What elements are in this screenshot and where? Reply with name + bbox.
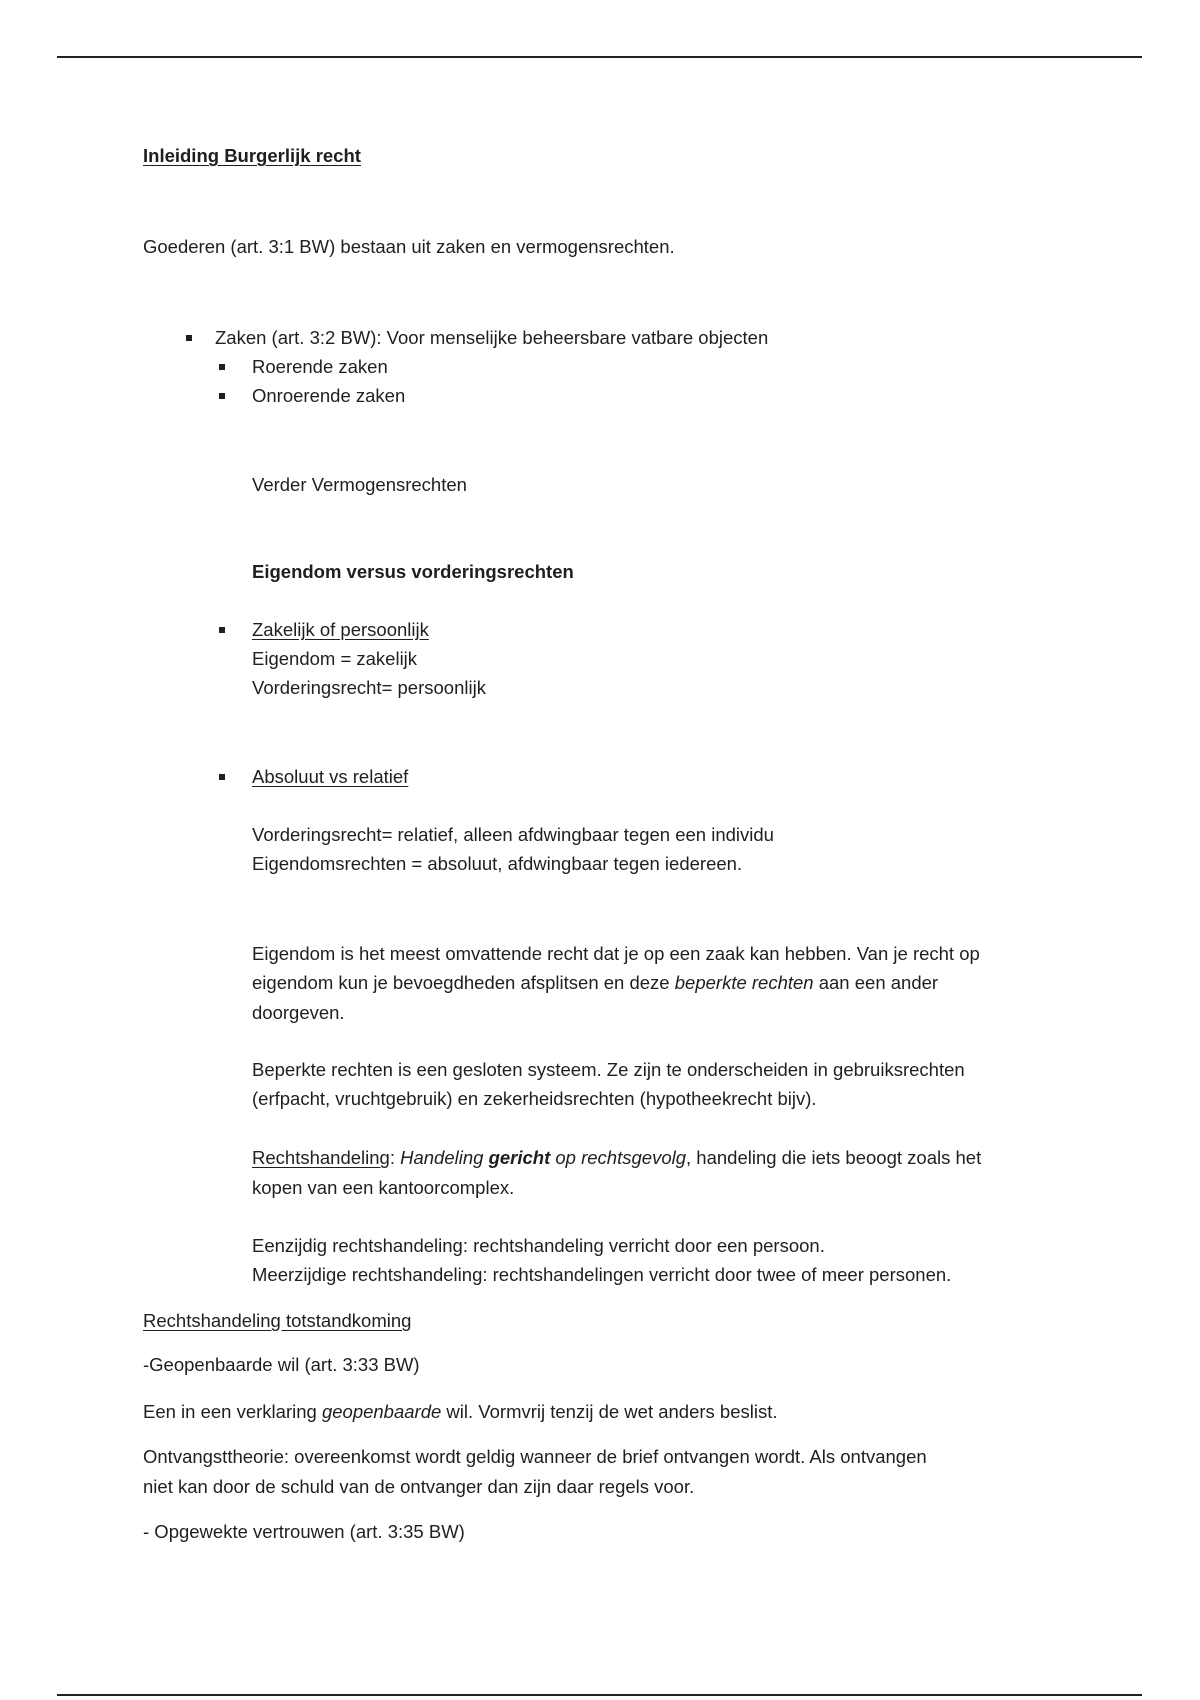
top-rule [57, 56, 1142, 58]
vertrouwen-line: - Opgewekte vertrouwen (art. 3:35 BW) [143, 1521, 465, 1542]
absoluut-title: Absoluut vs relatief [252, 766, 409, 787]
zakelijk-line: Vorderingsrecht= persoonlijk [252, 677, 486, 698]
onroerende-item: Onroerende zaken [252, 385, 406, 406]
ontvangsttheorie-line: Ontvangsttheorie: overeenkomst wordt geldig wanneer de brief ontvangen wordt. Als ontvangen [143, 1446, 927, 1467]
bullet-marker [219, 393, 225, 399]
intro-paragraph: Goederen (art. 3:1 BW) bestaan uit zaken en vermogensrechten. [143, 236, 675, 257]
bullet-marker [219, 627, 225, 633]
rechtshandeling-line: Rechtshandeling: Handeling gericht op rechtsgevolg, handeling die iets beoogt zoals het [252, 1147, 982, 1168]
eigendom-paragraph-line: Eigendom is het meest omvattende recht dat je op een zaak kan hebben. Van je recht op [252, 943, 980, 964]
verklaring-line: Een in een verklaring geopenbaarde wil. Vormvrij tenzij de wet anders beslist. [143, 1401, 778, 1422]
verder-line: Verder Vermogensrechten [252, 474, 467, 495]
bullet-marker [219, 364, 225, 370]
beperkte-paragraph-line: Beperkte rechten is een gesloten systeem. Ze zijn te onderscheiden in gebruiksrechten [252, 1059, 965, 1080]
beperkte-paragraph-line: (erfpacht, vruchtgebruik) en zekerheidsrechten (hypotheekrecht bijv). [252, 1088, 817, 1109]
bottom-rule [57, 1694, 1142, 1696]
roerende-item: Roerende zaken [252, 356, 388, 377]
eigendom-paragraph-line: doorgeven. [252, 1002, 345, 1023]
eigendom-paragraph-line: eigendom kun je bevoegdheden afsplitsen en deze beperkte rechten aan een ander [252, 972, 939, 993]
rechtshandeling-line: kopen van een kantoorcomplex. [252, 1177, 515, 1198]
document-title: Inleiding Burgerlijk recht [143, 145, 361, 166]
bullet-marker [186, 335, 192, 341]
zaken-item: Zaken (art. 3:2 BW): Voor menselijke beheersbare vatbare objecten [215, 327, 769, 348]
eenzijdig-line: Eenzijdig rechtshandeling: rechtshandeling verricht door een persoon. [252, 1235, 825, 1256]
meerzijdig-line: Meerzijdige rechtshandeling: rechtshandelingen verricht door twee of meer personen. [252, 1264, 952, 1285]
ontvangsttheorie-line: niet kan door de schuld van de ontvanger dan zijn daar regels voor. [143, 1476, 695, 1497]
absoluut-line: Vorderingsrecht= relatief, alleen afdwingbaar tegen een individu [252, 824, 774, 845]
zakelijk-line: Eigendom = zakelijk [252, 648, 418, 669]
bullet-marker [219, 774, 225, 780]
absoluut-line: Eigendomsrechten = absoluut, afdwingbaar tegen iedereen. [252, 853, 743, 874]
zakelijk-title: Zakelijk of persoonlijk [252, 619, 429, 640]
geopenbaarde-wil-line: -Geopenbaarde wil (art. 3:33 BW) [143, 1354, 420, 1375]
totstandkoming-heading: Rechtshandeling totstandkoming [143, 1310, 412, 1331]
eigendom-heading: Eigendom versus vorderingsrechten [252, 561, 574, 582]
